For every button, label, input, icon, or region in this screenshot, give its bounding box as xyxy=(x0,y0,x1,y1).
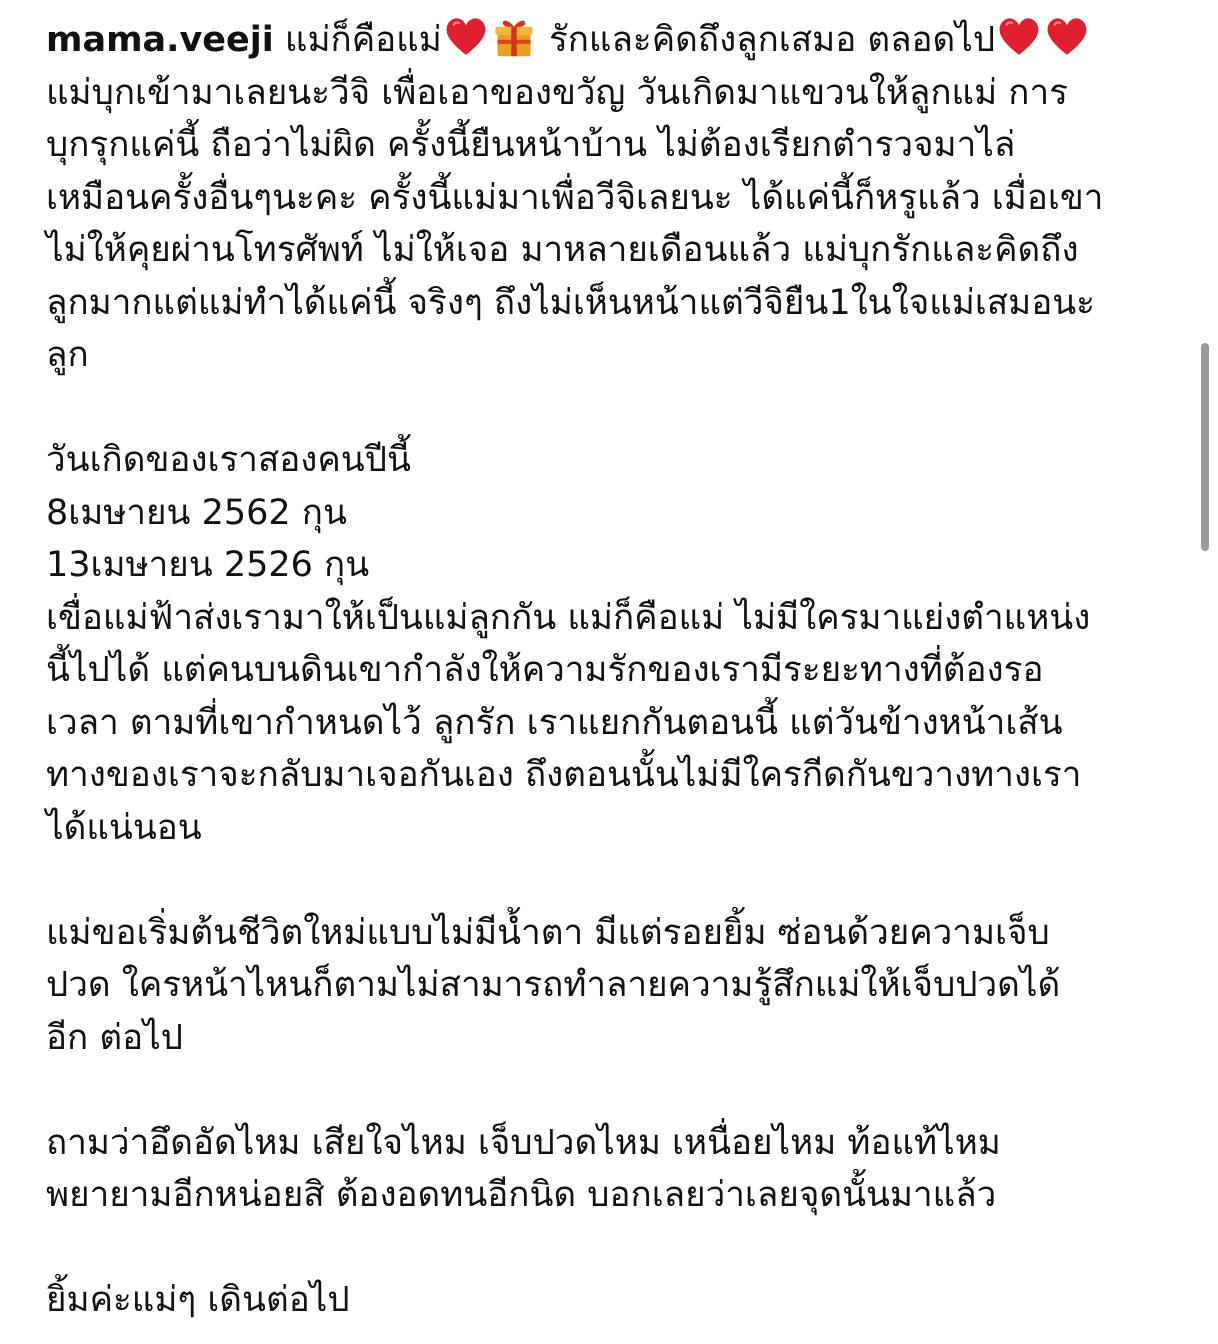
red-heart-icon xyxy=(997,15,1041,59)
caption-line: แม่ขอเริ่มต้นชีวิตใหม่แบบไม่มีน้ำตา มีแต่รอยยิ้ม ซ่อนด้วยความเจ็บ xyxy=(46,912,1050,953)
caption-line: ลูกมากแต่แม่ทำได้แค่นี้ จริงๆ ถึงไม่เห็นหน้าแต่วีจิยืน1ในใจแม่เสมอนะ xyxy=(46,282,1095,323)
caption-line: ทางของเราจะกลับมาเจอกันเอง ถึงตอนนั้นไม่มีใครกีดกันขวางทางเรา xyxy=(46,755,1082,795)
paragraph-spacer xyxy=(46,1222,1176,1275)
caption-line: เหมือนครั้งอื่นๆนะคะ ครั้งนี้แม่มาเพื่อวีจิเลยนะ ได้แค่นี้ก็หรูแล้ว เมื่อเขา xyxy=(46,177,1104,218)
caption-line: ถามว่าอึดอัดไหม เสียใจไหม เจ็บปวดไหม เหนื่อยไหม ท้อแท้ไหม xyxy=(46,1122,1001,1163)
caption-line: พยายามอีกหน่อยสิ ต้องอดทนอีกนิด บอกเลยว่าเลยจุดนั้นมาแล้ว xyxy=(46,1175,997,1215)
username-link[interactable]: mama.veeji xyxy=(46,20,274,60)
caption-line: เขื่อแม่ฟ้าส่งเรามาให้เป็นแม่ลูกกัน แม่ก็คือแม่ ไม่มีใครมาแย่งตำแหน่ง xyxy=(46,597,1091,638)
caption-line: อีก ต่อไป xyxy=(46,1017,183,1058)
birthday-heading: วันเกิดของเราสองคนปีนี้ xyxy=(46,440,411,480)
caption-line: แม่บุกเข้ามาเลยนะวีจิ เพื่อเอาของขวัญ วันเกิดมาแขวนให้ลูกแม่ การ xyxy=(46,72,1068,113)
caption-line: บุกรุกแค่นี้ ถือว่าไม่ผิด ครั้งนี้ยืนหน้าบ้าน ไม่ต้องเรียกตำรวจมาไล่ xyxy=(46,125,1016,165)
paragraph-spacer xyxy=(46,382,1176,435)
red-heart-icon xyxy=(1045,15,1089,59)
scrollbar-thumb[interactable] xyxy=(1201,343,1209,551)
birthday-line: 8เมษายน 2562 กุน xyxy=(46,492,347,533)
caption-text: รักและคิดถึงลูกเสมอ ตลอดไป xyxy=(548,20,996,60)
gift-icon xyxy=(492,15,536,59)
caption-line: ปวด ใครหน้าไหนก็ตามไม่สามารถทำลายความรู้สึกแม่ให้เจ็บปวดได้ xyxy=(46,965,1061,1005)
caption-line: ลูก xyxy=(46,335,89,375)
caption-first-line xyxy=(46,14,1176,67)
birthday-line: 13เมษายน 2526 กุน xyxy=(46,545,370,585)
closing-line: ยิ้มค่ะแม่ๆ เดินต่อไป xyxy=(46,1280,350,1320)
paragraph-spacer xyxy=(46,1064,1176,1117)
caption-line: ได้แน่นอน xyxy=(46,807,202,848)
paragraph-spacer xyxy=(46,854,1176,907)
red-heart-icon xyxy=(444,15,488,59)
caption-line: เวลา ตามที่เขากำหนดไว้ ลูกรัก เราแยกกันตอนนี้ แต่วันข้างหน้าเส้น xyxy=(46,702,1063,743)
post-caption xyxy=(46,14,1176,1327)
caption-line: ไม่ให้คุยผ่านโทรศัพท์ ไม่ให้เจอ มาหลายเดือนแล้ว แม่บุกรักและคิดถึง xyxy=(46,230,1079,270)
caption-line: นี้ไปได้ แต่คนบนดินเขากำลังให้ความรักของเรามีระยะทางที่ต้องรอ xyxy=(46,650,1044,690)
caption-text: แม่ก็คือแม่ xyxy=(284,20,442,60)
